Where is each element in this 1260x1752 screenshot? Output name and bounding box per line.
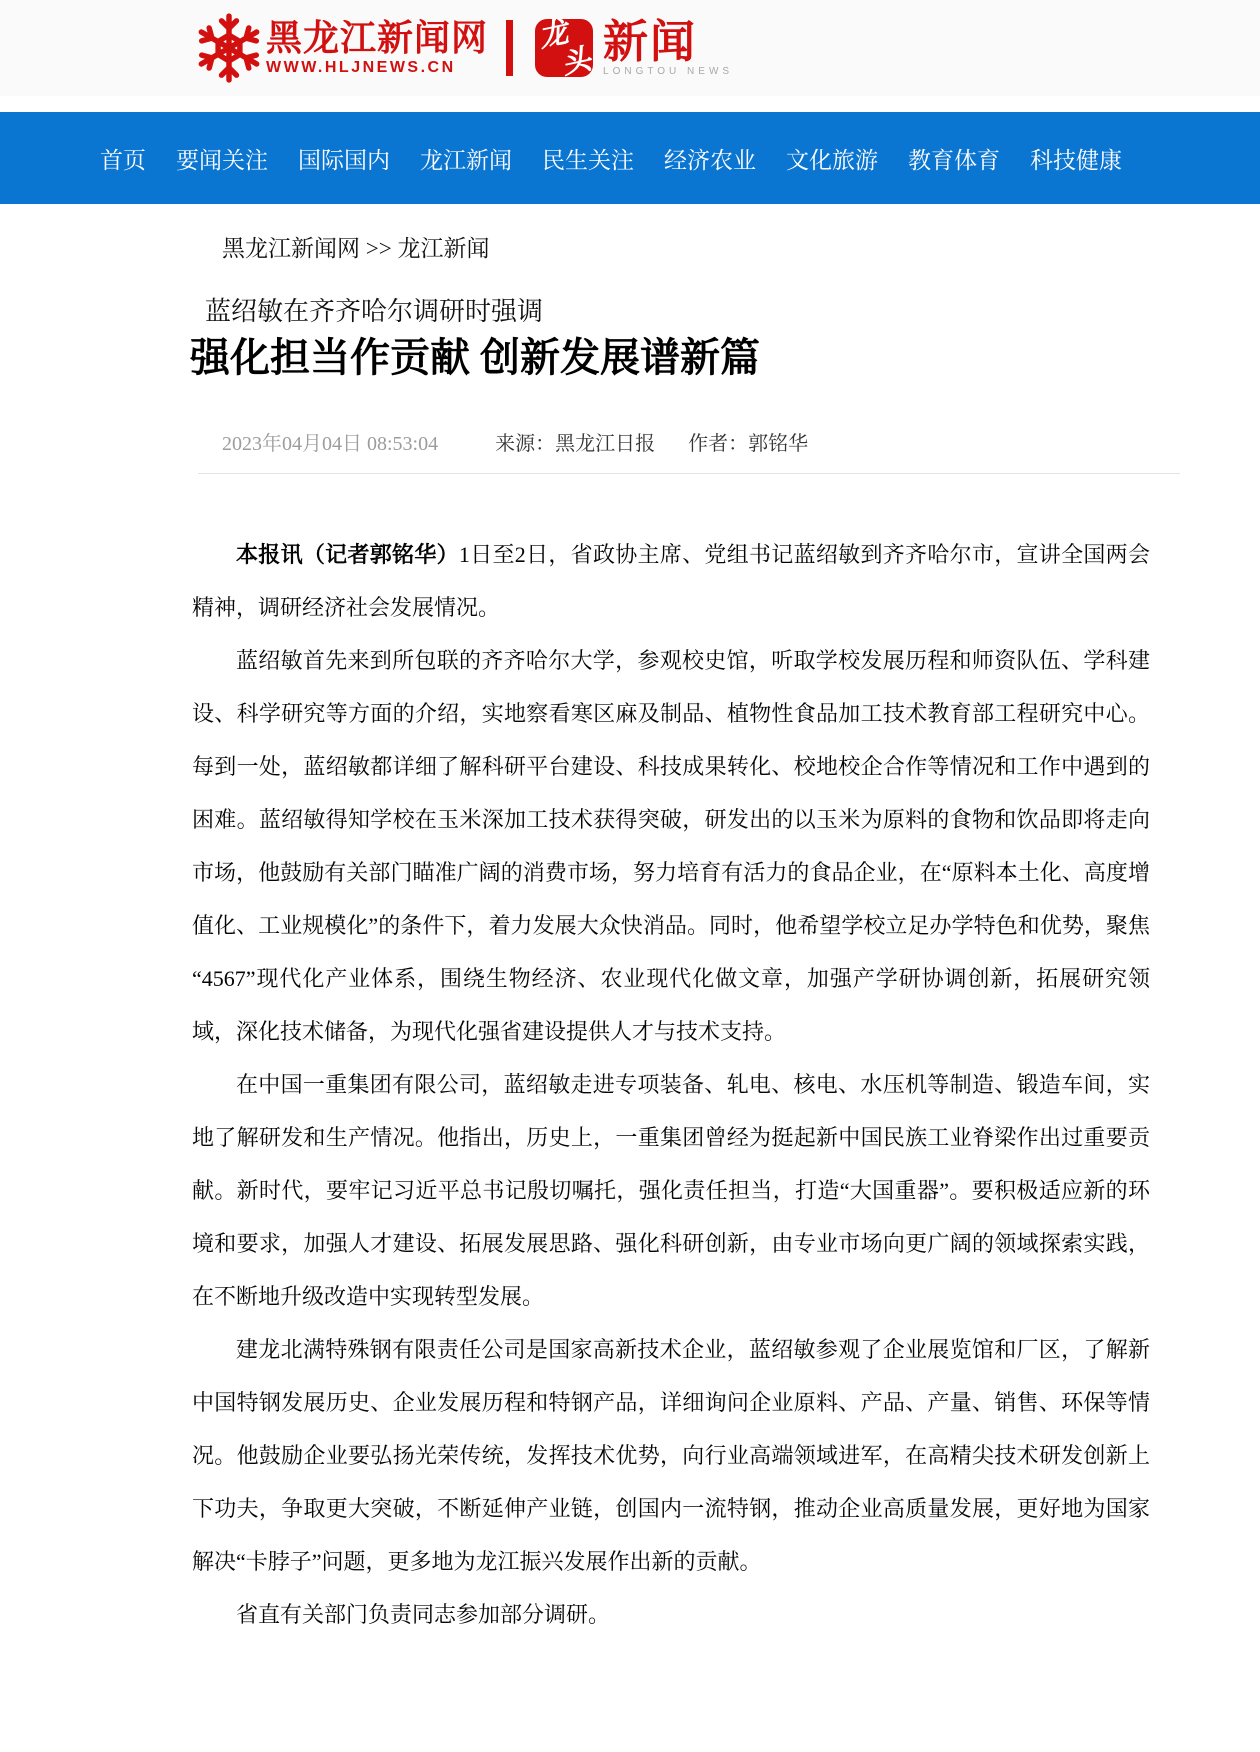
longtou-subtitle: LONGTOU NEWS xyxy=(603,66,734,77)
site-url: WWW.HLJNEWS.CN xyxy=(266,59,456,76)
nav-item-keji[interactable]: 科技健康 xyxy=(1030,147,1122,173)
meta-divider xyxy=(198,473,1180,474)
main-nav xyxy=(0,112,1260,204)
nav-item-yaowen[interactable]: 要闻关注 xyxy=(176,147,268,173)
article-meta xyxy=(222,431,1260,457)
paragraph-lead-bold: 本报讯（记者郭铭华） xyxy=(236,541,459,567)
paragraph-text: 省直有关部门负责同志参加部分调研。 xyxy=(236,1601,611,1627)
nav-item-minsheng[interactable]: 民生关注 xyxy=(542,147,634,173)
article-title: 强化担当作贡献 创新发展谱新篇 xyxy=(190,334,760,380)
nav-item-jiaoyu[interactable]: 教育体育 xyxy=(908,147,1000,173)
article-kicker: 蓝绍敏在齐齐哈尔调研时强调 xyxy=(205,297,544,326)
site-name: 黑龙江新闻网 xyxy=(266,17,489,58)
paragraph-text: 蓝绍敏首先来到所包联的齐齐哈尔大学，参观校史馆，听取学校发展历程和师资队伍、学科建设、科学研究等方面的介绍，实地察看寒区麻及制品、植物性食品加工技术教育部工程研究中心。每到一处，蓝绍敏都详细了解科研平台建设、科技成果转化、校地校企合作等情况和工作中遇到的困难。蓝绍敏得知学校在玉米深加工技术获得突破，研发出的以玉米为原料的食物和饮品即将走向市场，他鼓励有关部门瞄准广阔的消费市场，努力培育有活力的食品企业，在“原料本土化、高度增值化、工业规模化”的条件下，着力发展大众快消品。同时，他希望学校立足办学特色和优势，聚焦“4567”现代化产业体系，围绕生物经济、农业现代化做文章，加强产学研协调创新，拓展研究领域，深化技术储备，为现代化强省建设提供人才与技术支持。 xyxy=(192,647,1150,1044)
longtou-news-logo[interactable] xyxy=(535,16,734,81)
paragraph xyxy=(192,634,1150,1058)
snowflake-icon xyxy=(195,7,263,89)
paragraph-text: 1日至2日，省政协主席、党组书记蓝绍敏到齐齐哈尔市，宣讲全国两会精神，调研经济社会发展情况。 xyxy=(192,541,1150,620)
longtou-stamp-icon xyxy=(535,16,594,81)
paragraph-text: 建龙北满特殊钢有限责任公司是国家高新技术企业，蓝绍敏参观了企业展览馆和厂区，了解新中国特钢发展历史、企业发展历程和特钢产品，详细询问企业原料、产品、产量、销售、环保等情况。他鼓励企业要弘扬光荣传统，发挥技术优势，向行业高端领域进军，在高精尖技术研发创新上下功夫，争取更大突破，不断延伸产业链，创国内一流特钢，推动企业高质量发展，更好地为国家解决“卡脖子”问题，更多地为龙江振兴发展作出新的贡献。 xyxy=(192,1336,1150,1574)
nav-item-jingji[interactable]: 经济农业 xyxy=(664,147,756,173)
nav-item-home[interactable]: 首页 xyxy=(100,147,146,173)
nav-item-wenhua[interactable]: 文化旅游 xyxy=(786,147,878,173)
article-body xyxy=(192,528,1150,1641)
site-header xyxy=(0,0,1260,96)
longtou-title: 新闻 xyxy=(603,16,698,67)
publish-datetime: 2023年04月04日 08:53:04 xyxy=(222,432,439,455)
site-logo-text xyxy=(266,17,489,76)
logo-divider xyxy=(506,20,513,76)
site-logo[interactable] xyxy=(195,7,488,89)
article-source: 来源：黑龙江日报 xyxy=(495,432,656,455)
nav-item-guoji[interactable]: 国际国内 xyxy=(298,147,390,173)
breadcrumb[interactable]: 黑龙江新闻网 >> 龙江新闻 xyxy=(222,236,490,261)
article-author: 作者：郭铭华 xyxy=(688,432,809,455)
paragraph-text: 在中国一重集团有限公司，蓝绍敏走进专项装备、轧电、核电、水压机等制造、锻造车间，实地了解研发和生产情况。他指出，历史上，一重集团曾经为挺起新中国民族工业脊梁作出过重要贡献。新时代，要牢记习近平总书记殷切嘱托，强化责任担当，打造“大国重器”。要积极适应新的环境和要求，加强人才建设、拓展发展思路、强化科研创新，由专业市场向更广阔的领域探索实践，在不断地升级改造中实现转型发展。 xyxy=(192,1071,1150,1309)
paragraph xyxy=(192,528,1150,634)
paragraph xyxy=(192,1058,1150,1323)
paragraph xyxy=(192,1323,1150,1588)
stamp-char-long: 龙 xyxy=(535,16,571,54)
stamp-char-tou: 头 xyxy=(558,43,594,81)
nav-item-longjiang[interactable]: 龙江新闻 xyxy=(420,147,512,173)
paragraph xyxy=(192,1588,1150,1641)
longtou-logo-text xyxy=(603,16,734,77)
